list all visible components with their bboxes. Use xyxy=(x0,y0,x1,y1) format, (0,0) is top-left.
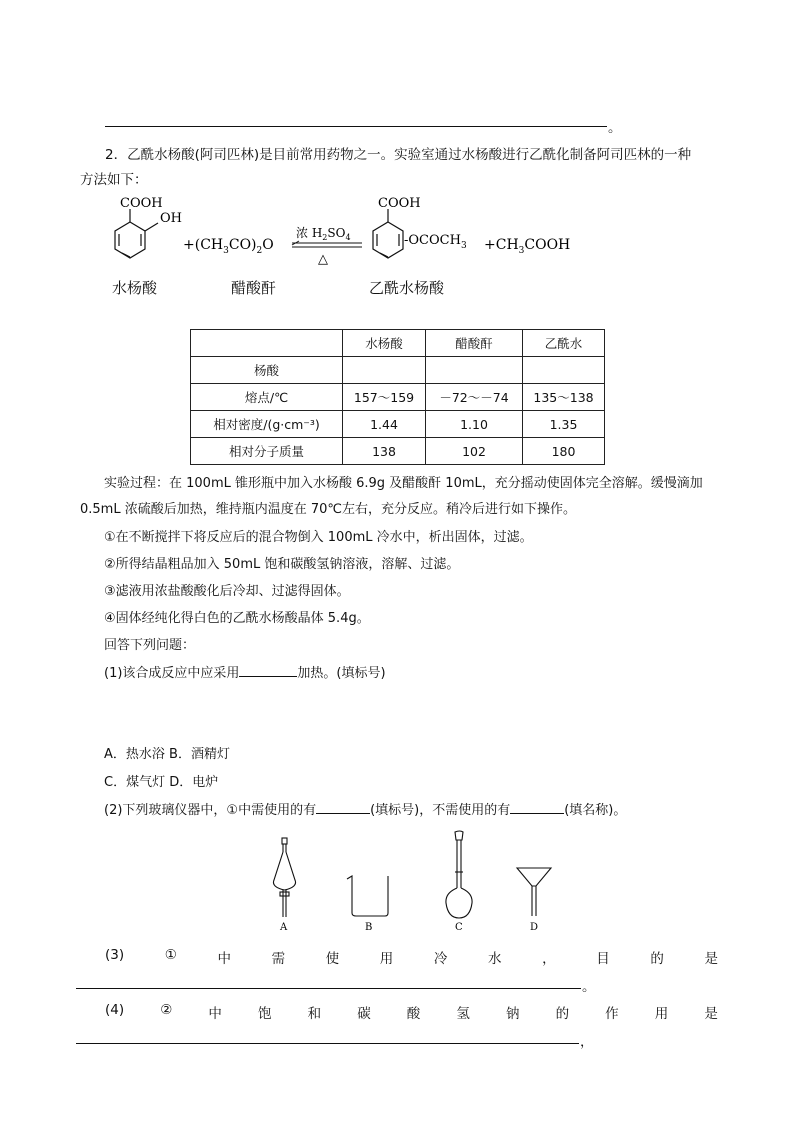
funnel-icon xyxy=(517,868,551,916)
sub3-char: 目 xyxy=(596,951,610,967)
sub1-suffix: 加热。(填标号) xyxy=(297,666,386,681)
name-aspirin: 乙酰水杨酸 xyxy=(369,279,445,297)
sub3-char: 需 xyxy=(271,951,286,967)
sub-3a: 3 xyxy=(223,246,229,256)
cat-conc: 浓 H xyxy=(296,226,323,240)
options-line1: A．热水浴 B．酒精灯 xyxy=(104,747,230,762)
aspirin-ester xyxy=(404,233,467,251)
sub4-char: 作 xyxy=(605,1006,619,1022)
name-acetic-anhydride: 醋酸酐 xyxy=(231,279,277,297)
sub3-end-punct: 。 xyxy=(582,979,596,995)
salicylic-oh: OH xyxy=(160,211,182,226)
co-text: CO) xyxy=(228,237,257,253)
sub4-end-punct: ， xyxy=(580,1034,594,1050)
question-2-intro-line2: 方法如下： xyxy=(80,172,148,188)
sub4-char: 是 xyxy=(704,1006,718,1022)
table-cell: 杨酸 xyxy=(191,357,343,384)
answer-line-period: 。 xyxy=(608,120,622,136)
question-2-intro-line1: 2．乙酰水杨酸(阿司匹林)是目前常用药物之一。实验室通过水杨酸进行乙酰化制备阿司匹林的一种 xyxy=(105,147,692,163)
table-cell: 102 xyxy=(426,438,523,465)
o-text: O xyxy=(262,237,274,253)
sub2-answer-blank-1[interactable] xyxy=(316,801,370,814)
sub4-char: 的 xyxy=(555,1006,570,1022)
sub3-char: (3) xyxy=(105,947,125,963)
sub4-char: 和 xyxy=(307,1006,322,1022)
sub3-char: 水 xyxy=(488,951,502,967)
table-cell: 熔点/℃ xyxy=(191,384,343,411)
table-cell: 相对分子质量 xyxy=(191,438,343,465)
sub3-char: 是 xyxy=(704,951,718,967)
sub-2: 2 xyxy=(256,246,263,256)
sub3-char: 中 xyxy=(217,951,231,967)
sub4-char: 用 xyxy=(654,1006,669,1022)
sub-question-4 xyxy=(105,1002,718,1022)
table-row xyxy=(191,357,605,384)
table-cell: 1.10 xyxy=(426,411,523,438)
options-line2: C．煤气灯 D．电炉 xyxy=(104,775,219,790)
step-2: ②所得结晶粗品加入 50mL 饱和碳酸氢钠溶液，溶解、过滤。 xyxy=(104,557,460,572)
procedure-line1: 实验过程：在 100mL 锥形瓶中加入水杨酸 6.9g 及醋酸酐 10mL，充分摇动使固体完全溶解。缓慢滴加 xyxy=(104,476,703,491)
sub3-answer-line[interactable] xyxy=(76,988,581,989)
apparatus-figure xyxy=(0,830,794,940)
sub-3b: 3 xyxy=(518,246,525,256)
aspirin-sub3: 3 xyxy=(460,241,467,251)
apparatus-label-b: B xyxy=(365,922,373,933)
cat-so: SO xyxy=(327,226,346,240)
apparatus-label-c: C xyxy=(455,922,463,933)
table-header-cell: 水杨酸 xyxy=(343,330,426,357)
table-row xyxy=(191,411,605,438)
sub4-char: 钠 xyxy=(505,1006,520,1022)
sub3-char: 用 xyxy=(379,951,394,967)
salicylic-acid-structure xyxy=(115,209,158,258)
table-header-row xyxy=(191,330,605,357)
table-cell xyxy=(343,357,426,384)
sub2-answer-blank-2[interactable] xyxy=(510,801,564,814)
salicylic-cooh: COOH xyxy=(120,196,163,211)
sub4-char: 酸 xyxy=(406,1006,421,1022)
separatory-funnel-icon xyxy=(273,838,295,917)
sub4-char: (4) xyxy=(105,1002,125,1018)
answer-prompt: 回答下列问题： xyxy=(104,638,196,653)
table-cell xyxy=(426,357,523,384)
table-row xyxy=(191,384,605,411)
volumetric-flask-icon xyxy=(446,831,472,918)
catalyst-label xyxy=(296,226,351,242)
name-salicylic-acid: 水杨酸 xyxy=(112,279,158,297)
cat-sub2: 2 xyxy=(322,233,328,242)
sub4-char: 碳 xyxy=(357,1006,371,1022)
sub4-char: 中 xyxy=(208,1006,222,1022)
apparatus-label-a: A xyxy=(280,922,288,933)
properties-table xyxy=(190,329,605,465)
table-cell: 1.44 xyxy=(343,411,426,438)
table-cell: 180 xyxy=(523,438,605,465)
sub2-middle: (填标号)，不需使用的有 xyxy=(370,803,511,818)
sub4-char: ② xyxy=(160,1002,173,1018)
aspirin-cooh: COOH xyxy=(378,196,421,211)
table-header-cell: 乙酰水 xyxy=(523,330,605,357)
beaker-icon xyxy=(347,876,388,916)
step-4: ④固体经纯化得白色的乙酰水杨酸晶体 5.4g。 xyxy=(104,611,370,626)
sub4-char: 氢 xyxy=(456,1006,470,1022)
cooh-tail: COOH xyxy=(524,237,571,253)
sub4-answer-line[interactable] xyxy=(76,1043,579,1044)
table-cell: －72～－74 xyxy=(426,384,523,411)
table-header-cell: 醋酸酐 xyxy=(426,330,523,357)
heat-symbol: △ xyxy=(318,252,328,267)
plus-ch: +(CH xyxy=(183,237,224,253)
step-3: ③滤液用浓盐酸酸化后冷却、过滤得固体。 xyxy=(104,584,350,599)
sub3-char: ① xyxy=(164,947,177,963)
table-cell xyxy=(523,357,605,384)
procedure-line2: 0.5mL 浓硫酸后加热，维持瓶内温度在 70℃左右，充分反应。稍冷后进行如下操作。 xyxy=(80,502,576,517)
sub-question-2 xyxy=(104,799,626,818)
sub3-char: 冷 xyxy=(433,951,448,967)
apparatus-label-d: D xyxy=(530,922,539,933)
plus-ch3: +CH xyxy=(484,237,519,253)
sub3-char: 的 xyxy=(650,951,664,967)
table-cell: 135～138 xyxy=(523,384,605,411)
table-cell: 138 xyxy=(343,438,426,465)
sub4-char: 饱 xyxy=(258,1006,272,1022)
sub-question-1 xyxy=(104,662,386,681)
table-cell: 157～159 xyxy=(343,384,426,411)
cat-sub4: 4 xyxy=(345,233,351,242)
sub1-answer-blank[interactable] xyxy=(239,664,297,677)
product-acetic-acid xyxy=(484,237,570,256)
reagent-acetic-anhydride xyxy=(183,237,274,256)
answer-line-previous xyxy=(105,126,607,127)
table-header-cell xyxy=(191,330,343,357)
sub2-prefix: (2)下列玻璃仪器中，①中需使用的有 xyxy=(104,803,317,818)
aspirin-ococh: -OCOCH xyxy=(404,233,461,248)
sub-question-3 xyxy=(105,947,718,967)
sub2-suffix: (填名称)。 xyxy=(564,803,627,818)
table-cell: 相对密度/(g·cm⁻³) xyxy=(191,411,343,438)
aspirin-structure xyxy=(373,209,403,258)
table-cell: 1.35 xyxy=(523,411,605,438)
table-row xyxy=(191,438,605,465)
sub1-prefix: (1)该合成反应中应采用 xyxy=(104,666,240,681)
step-1: ①在不断搅拌下将反应后的混合物倒入 100mL 冷水中，析出固体，过滤。 xyxy=(104,530,533,545)
sub3-char: 使 xyxy=(325,951,340,967)
sub3-char: ， xyxy=(542,951,556,967)
